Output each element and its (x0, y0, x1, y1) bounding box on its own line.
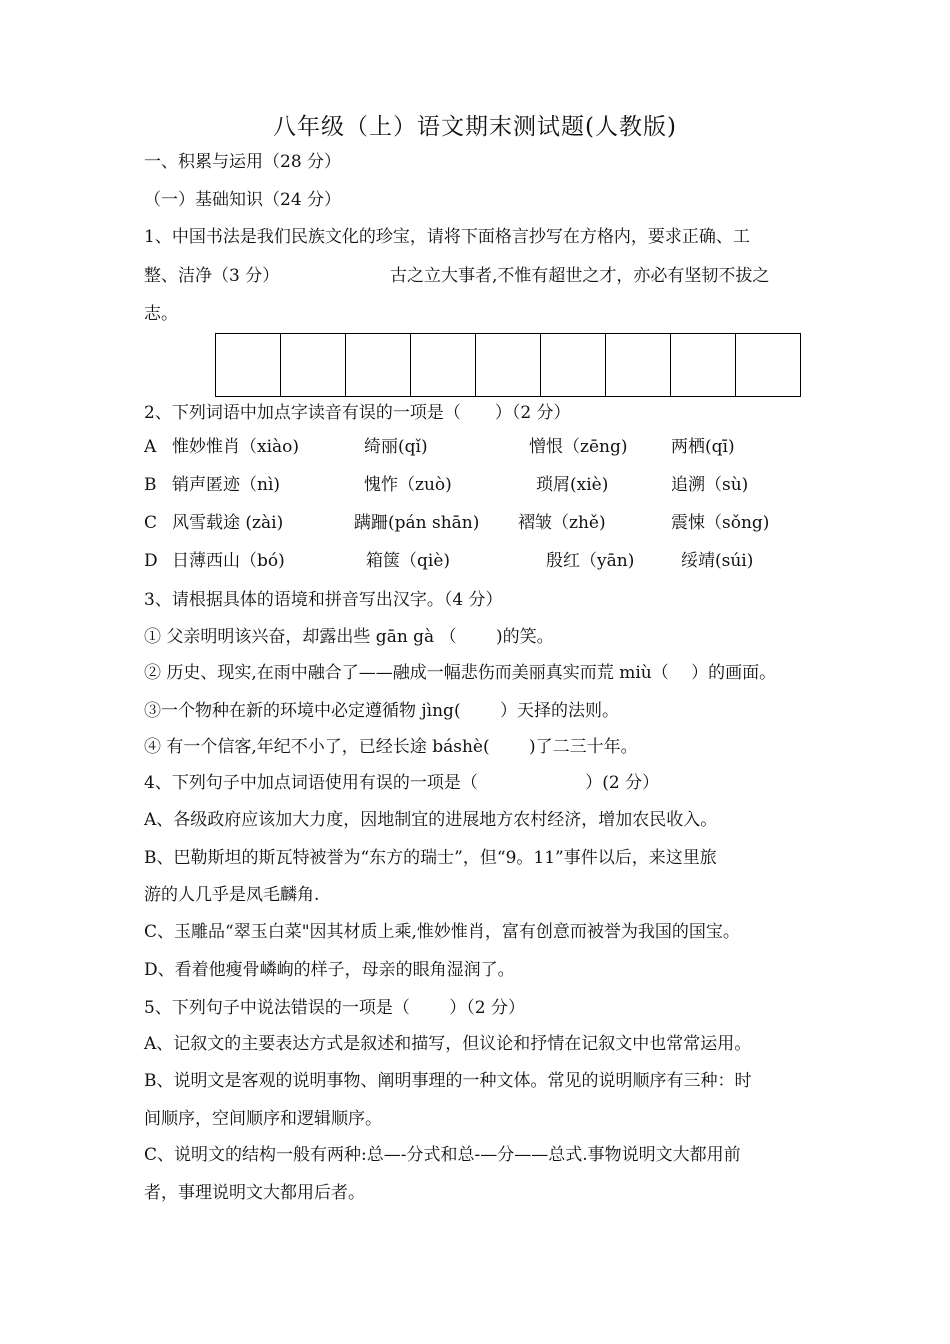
q4-line: 游的人几乎是凤毛麟角. (144, 885, 320, 905)
q3-item: ④ 有一个信客,年纪不小了，已经长途 báshè( )了二三十年。 (144, 737, 638, 757)
option-word: 琐屑(xiè) (536, 475, 609, 495)
grid-cell[interactable] (736, 333, 801, 397)
option-word: 销声匿迹（nì) (172, 475, 281, 495)
option-letter: A (144, 437, 157, 457)
option-word: 绥靖(súi) (681, 551, 754, 571)
option-letter: C (144, 513, 158, 533)
option-word: 殷红（yān) (546, 551, 635, 571)
q5-line: 间顺序，空间顺序和逻辑顺序。 (144, 1109, 382, 1129)
q3-item: ② 历史、现实,在雨中融合了——融成一幅悲伤而美丽真实而荒 miù（ ）的画面。 (144, 663, 777, 683)
grid-cell[interactable] (671, 333, 736, 397)
grid-cell[interactable] (216, 333, 281, 397)
subsection-heading: （一）基础知识（24 分） (144, 190, 342, 210)
writing-grid[interactable] (215, 333, 801, 397)
option-word: 风雪载途 (zài) (172, 513, 284, 533)
option-word: 憎恨（zēng) (529, 437, 628, 457)
option-word: 绮丽(qǐ) (364, 437, 428, 457)
q4-line: A、各级政府应该加大力度，因地制宜的进展地方农村经济，增加农民收入。 (144, 810, 718, 830)
q5-line: A、记叙文的主要表达方式是叙述和描写，但议论和抒情在记叙文中也常常运用。 (144, 1034, 752, 1054)
option-word: 惟妙惟肖（xiào) (172, 437, 300, 457)
option-word: 两栖(qī) (671, 437, 735, 457)
option-word: 箱箧（qiè) (366, 551, 451, 571)
q5-line: C、说明文的结构一般有两种:总—-分式和总-—分——总式.事物说明文大都用前 (144, 1145, 741, 1165)
q3-item: ③一个物种在新的环境中必定遵循物 jìng( ）天择的法则。 (144, 701, 619, 721)
q4-line: C、玉雕品“翠玉白菜"因其材质上乘,惟妙惟肖，富有创意而被誉为我国的国宝。 (144, 922, 740, 942)
q4-line: B、巴勒斯坦的斯瓦特被誉为“东方的瑞士”，但“9。11”事件以后，来这里旅 (144, 848, 717, 868)
q4-line: D、看着他瘦骨嶙峋的样子，母亲的眼角湿润了。 (144, 960, 515, 980)
q5-stem: 5、下列句子中说法错误的一项是（ ）（2 分） (144, 998, 525, 1018)
option-word: 愧怍（zuò) (364, 475, 452, 495)
q3-item: ① 父亲明明该兴奋，却露出些 gān gà （ )的笑。 (144, 627, 554, 647)
q1-line2a: 整、洁净（3 分） (144, 266, 280, 286)
option-word: 褶皱（zhě) (518, 513, 606, 533)
grid-cell[interactable] (411, 333, 476, 397)
page-title: 八年级（上）语文期末测试题(人教版) (273, 114, 677, 140)
q5-line: 者，事理说明文大都用后者。 (144, 1183, 365, 1203)
option-word: 日薄西山（bó) (172, 551, 285, 571)
grid-cell[interactable] (281, 333, 346, 397)
grid-cell[interactable] (476, 333, 541, 397)
q3-stem: 3、请根据具体的语境和拼音写出汉字。（4 分） (144, 590, 503, 610)
option-letter: D (144, 551, 158, 571)
q1-motto: 古之立大事者,不惟有超世之才，亦必有坚韧不拔之 (390, 266, 770, 286)
q4-stem: 4、下列句子中加点词语使用有误的一项是（ ）(2 分） (144, 773, 660, 793)
grid-cell[interactable] (346, 333, 411, 397)
section-heading: 一、积累与运用（28 分） (144, 152, 342, 172)
q5-line: B、说明文是客观的说明事物、阐明事理的一种文体。常见的说明顺序有三种：时 (144, 1071, 752, 1091)
option-word: 震悚（sǒng) (671, 513, 770, 533)
option-word: 追溯（sù) (671, 475, 749, 495)
q2-stem: 2、下列词语中加点字读音有误的一项是（ ）（2 分） (144, 403, 571, 423)
grid-cell[interactable] (541, 333, 606, 397)
grid-cell[interactable] (606, 333, 671, 397)
q1-line1: 1、中国书法是我们民族文化的珍宝，请将下面格言抄写在方格内，要求正确、工 (144, 227, 750, 247)
q1-line3: 志。 (144, 304, 178, 324)
option-letter: B (144, 475, 157, 495)
option-word: 蹒跚(pán shān) (354, 513, 480, 533)
